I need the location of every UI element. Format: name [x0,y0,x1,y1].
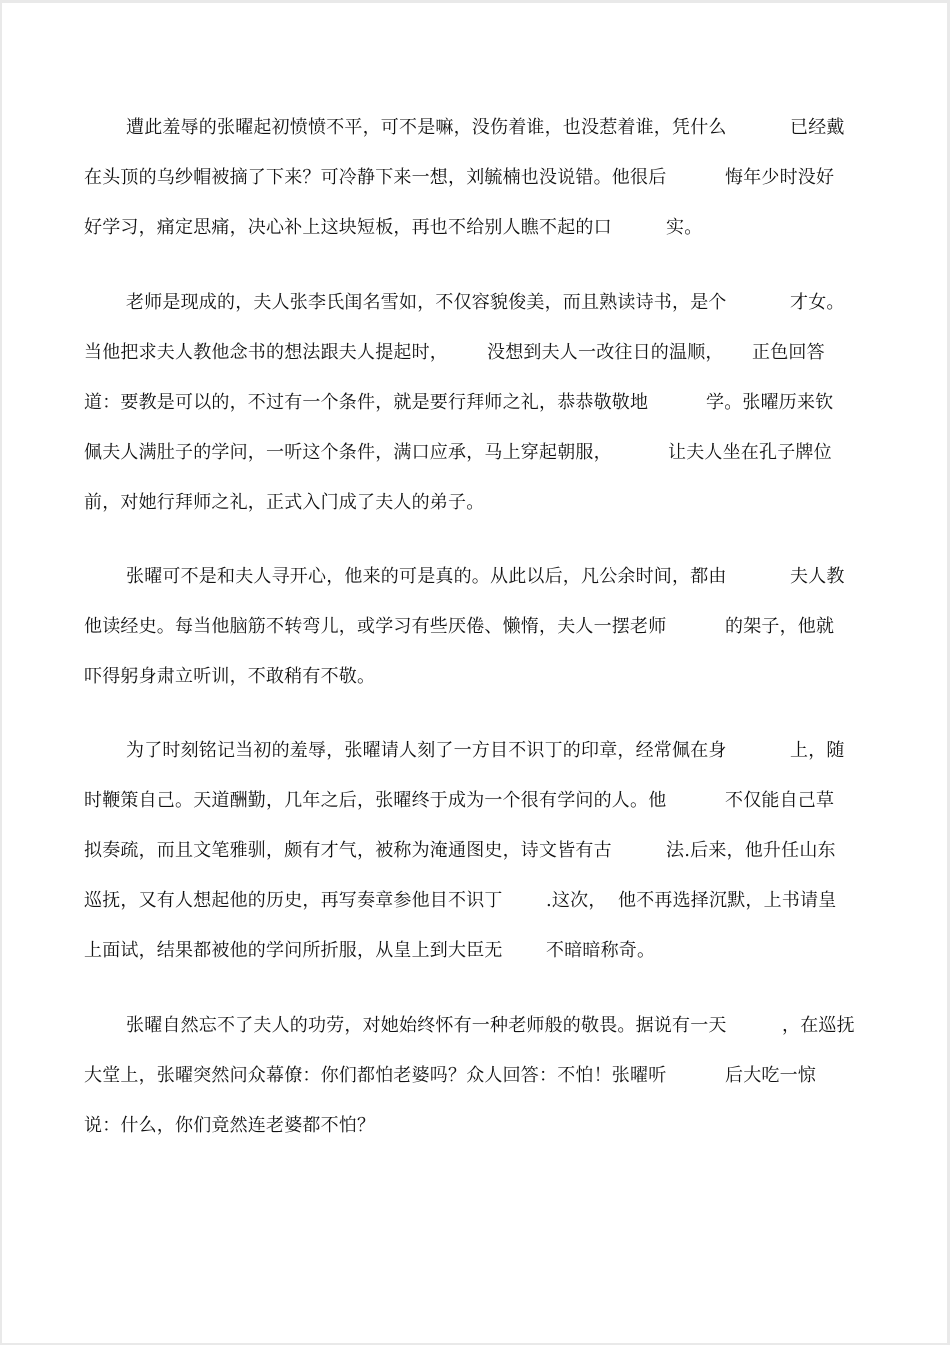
text-segment: .这次， [546,890,607,911]
text-segment: 张曜可不是和夫人寻开心，他来的可是真的。从此以后，凡公余时间，都由 [126,566,727,587]
text-segment: 好学习，痛定思痛，决心补上这块短板，再也不给别人瞧不起的口 [84,217,612,238]
text-segment: 上，随 [790,740,845,761]
text-segment: 为了时刻铭记当初的羞辱，张曜请人刻了一方目不识丁的印章，经常佩在身 [126,740,727,761]
text-segment: 张曜自然忘不了夫人的功劳，对她始终怀有一种老师般的敬畏。据说有一天 [126,1015,727,1036]
text-segment: 当他把求夫人教他念书的想法跟夫人提起时， [84,342,448,363]
document-page [2,3,947,1343]
text-segment: 才女。 [790,292,845,313]
text-segment: 正色回答 [752,342,825,363]
text-segment: 时鞭策自己。天道酬勤，几年之后，张曜终于成为一个很有学问的人。他 [84,790,667,811]
text-segment: 他读经史。每当他脑筋不转弯儿，或学习有些厌倦、懒惰，夫人一摆老师 [84,616,667,637]
text-segment: 佩夫人满肚子的学问，一听这个条件，满口应承，马上穿起朝服， [84,442,612,463]
text-segment: 已经戴 [790,117,845,138]
text-segment: 他不再选择沉默，上书请皇 [618,890,837,911]
text-segment: 老师是现成的，夫人张李氏闺名雪如，不仅容貌俊美，而且熟读诗书，是个 [126,292,727,313]
text-segment: 学。张曜历来钦 [706,392,834,413]
text-segment: 上面试，结果都被他的学问所折服，从皇上到大臣无 [84,940,503,961]
text-segment: 道：要教是可以的，不过有一个条件，就是要行拜师之礼，恭恭敬敬地 [84,392,649,413]
text-segment: 说：什么，你们竟然连老婆都不怕？ [84,1115,376,1136]
text-segment: 悔年少时没好 [725,167,835,188]
text-segment: 前，对她行拜师之礼，正式入门成了夫人的弟子。 [84,492,485,513]
text-segment: 不暗暗称奇。 [546,940,656,961]
text-segment: 的架子，他就 [725,616,835,637]
text-segment: 大堂上，张曜突然问众幕僚：你们都怕老婆吗？众人回答：不怕！张曜听 [84,1065,667,1086]
text-segment: 巡抚，又有人想起他的历史，再写奏章参他目不识丁 [84,890,503,911]
text-segment: ，在巡抚 [782,1015,855,1036]
text-segment: 拟奏疏，而且文笔雅驯，颇有才气，被称为淹通图史，诗文皆有古 [84,840,612,861]
text-segment: 夫人教 [790,566,845,587]
text-segment: 不仅能自己草 [725,790,835,811]
text-segment: 吓得躬身肃立听训，不敢稍有不敬。 [84,666,376,687]
text-segment: 让夫人坐在孔子牌位 [668,442,832,463]
text-segment: 没想到夫人一改往日的温顺， [487,342,724,363]
text-segment: 在头顶的乌纱帽被摘了下来？可冷静下来一想，刘毓楠也没说错。他很后 [84,167,667,188]
text-segment: 实。 [666,217,703,238]
text-segment: 后大吃一惊 [725,1065,816,1086]
text-segment: 法.后来，他升任山东 [666,840,836,861]
text-segment: 遭此羞辱的张曜起初愤愤不平，可不是嘛，没伤着谁，也没惹着谁，凭什么 [126,117,727,138]
